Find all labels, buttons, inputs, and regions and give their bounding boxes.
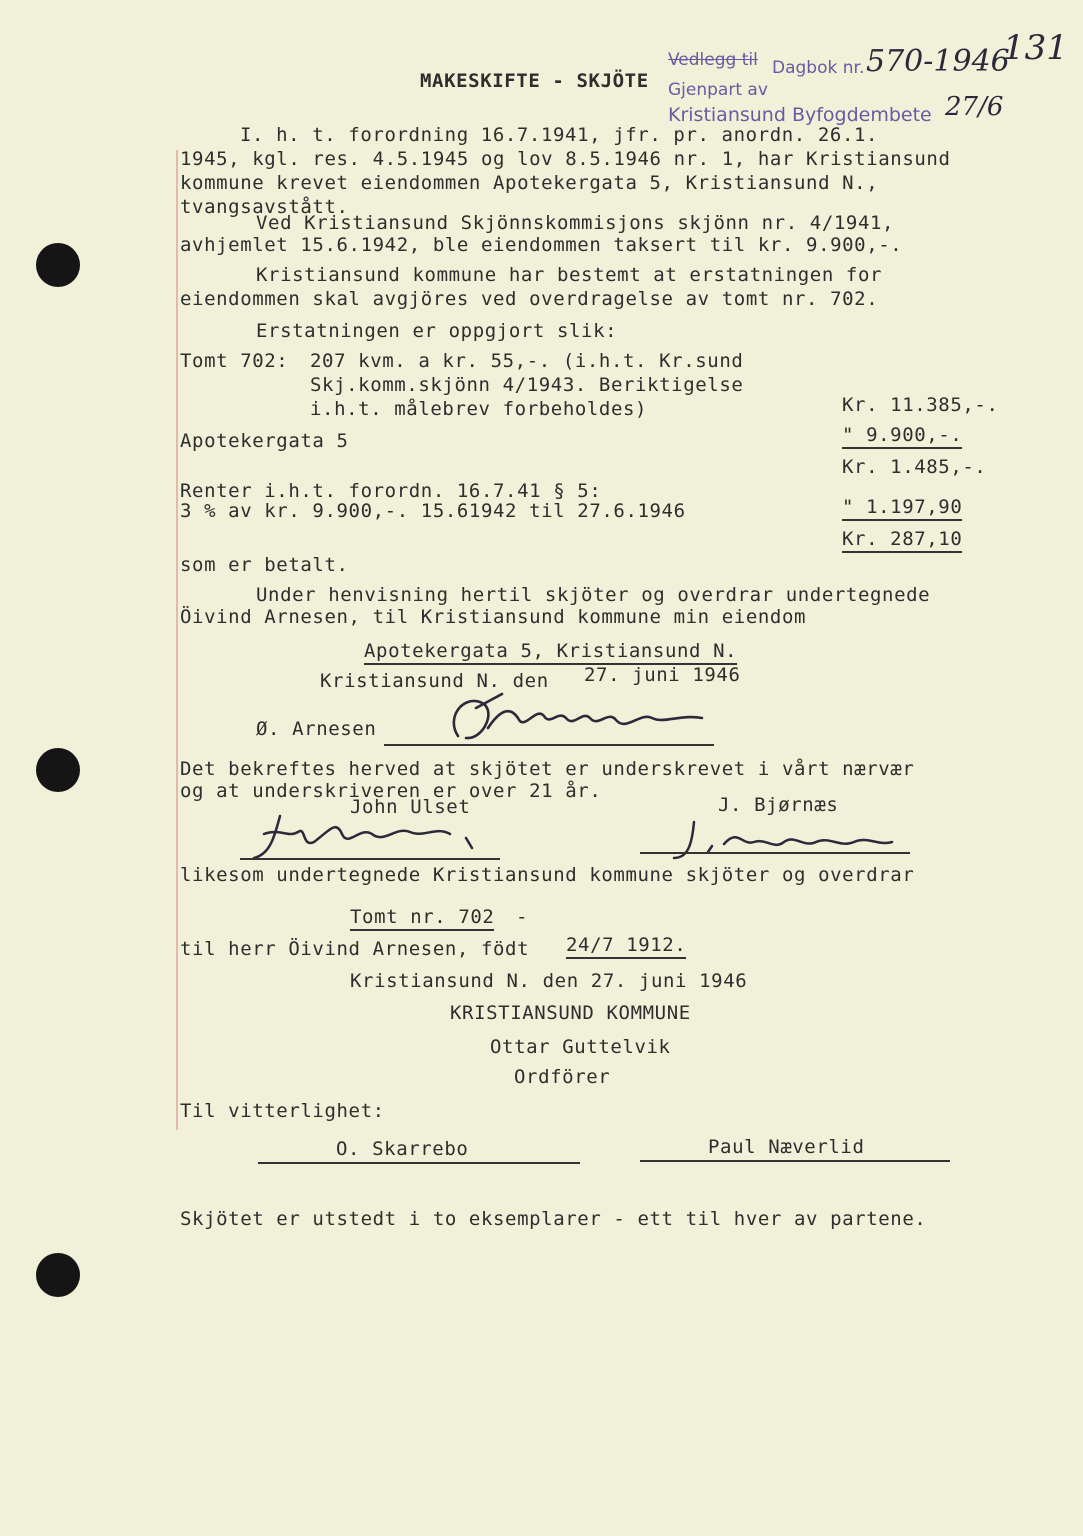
text-line: Skj.komm.skjönn 4/1943. Beriktigelse <box>310 374 744 396</box>
amount-apotek: " 9.900,-. <box>842 424 962 449</box>
signature-bjornaes <box>664 814 924 866</box>
margin-line <box>176 150 178 1130</box>
signer-name: Ø. Arnesen <box>256 718 377 740</box>
document-title: MAKESKIFTE - SKJÖTE <box>420 70 649 92</box>
witness-name-4: Paul Næverlid <box>708 1136 865 1158</box>
text-line: 1945, kgl. res. 4.5.1945 og lov 8.5.1946 nr. 1, har Kristiansund <box>180 148 951 170</box>
amount-total-tomt: Kr. 11.385,-. <box>842 394 999 416</box>
signature-line <box>384 744 714 746</box>
text-line: Ved Kristiansund Skjönnskommisjons skjönn nr. 4/1941, <box>256 212 895 234</box>
text-line: tvangsavstått. <box>180 196 349 218</box>
stamp-gjenpart: Gjenpart av <box>668 80 768 100</box>
amount-net: Kr. 287,10 <box>842 528 962 553</box>
text-line: kommune krevet eiendommen Apotekergata 5, Kristiansund N., <box>180 172 879 194</box>
text-line: Kristiansund kommune har bestemt at erstatningen for <box>256 264 883 286</box>
text-line: 3 % av kr. 9.900,-. 15.61942 til 27.6.1946 <box>180 500 686 522</box>
amount-difference: Kr. 1.485,-. <box>842 456 987 478</box>
text-line: Det bekreftes herved at skjötet er underskrevet i vårt nærvær <box>180 758 915 780</box>
dash: - <box>516 906 529 928</box>
stamp-crossed-text: Vedlegg til <box>668 50 758 70</box>
mayor-name: Ottar Guttelvik <box>490 1036 671 1058</box>
witness-name-3: O. Skarrebo <box>336 1138 469 1160</box>
text-line: som er betalt. <box>180 554 349 576</box>
amount-interest: " 1.197,90 <box>842 496 962 521</box>
signature-line <box>240 858 500 860</box>
witness-name-2: J. Bjørnæs <box>718 794 839 816</box>
text-line: eiendommen skal avgjöres ved overdragelse av tomt nr. 702. <box>180 288 879 310</box>
punch-hole <box>36 243 80 287</box>
text-line: Öivind Arnesen, til Kristiansund kommune min eiendom <box>180 606 807 628</box>
text-line: avhjemlet 15.6.1942, ble eiendommen taksert til kr. 9.900,-. <box>180 234 903 256</box>
text-line: Erstatningen er oppgjort slik: <box>256 320 618 342</box>
property-address: Apotekergata 5, Kristiansund N. <box>364 640 737 665</box>
signature-line <box>640 852 910 854</box>
stamp-dagbok: Dagbok nr. <box>772 58 865 78</box>
mayor-title: Ordförer <box>514 1066 611 1088</box>
text-line: og at underskriveren er over 21 år. <box>180 780 602 802</box>
handwritten-dagbok-number: 570-1946 <box>866 44 1010 79</box>
text-line: i.h.t. målebrev forbeholdes) <box>310 398 648 420</box>
text-line: likesom undertegnede Kristiansund kommune skjöter og overdrar <box>180 864 915 886</box>
punch-hole <box>36 1253 80 1297</box>
signature-line <box>640 1160 950 1162</box>
handwritten-page-number: 131 <box>1003 28 1068 68</box>
handwritten-date: 27/6 <box>945 92 1004 122</box>
text-line: 207 kvm. a kr. 55,-. (i.h.t. Kr.sund <box>310 350 744 372</box>
birth-date: 24/7 1912. <box>566 934 686 959</box>
signature-line <box>258 1162 580 1164</box>
tomt-label: Tomt 702: <box>180 350 289 372</box>
text-line: I. h. t. forordning 16.7.1941, jfr. pr. anordn. 26.1. <box>240 124 879 146</box>
tomt-number: Tomt nr. 702 <box>350 906 494 931</box>
text-line: Renter i.h.t. forordn. 16.7.41 § 5: <box>180 480 602 502</box>
date-text: 27. juni 1946 <box>584 664 741 686</box>
municipality-name: KRISTIANSUND KOMMUNE <box>450 1002 691 1024</box>
place-date: Kristiansund N. den <box>320 670 549 692</box>
stamp-office: Kristiansund Byfogdembete <box>668 104 932 126</box>
witness-heading: Til vitterlighet: <box>180 1100 385 1122</box>
punch-hole <box>36 748 80 792</box>
place-date: Kristiansund N. den 27. juni 1946 <box>350 970 748 992</box>
text-line: Under henvisning hertil skjöter og overdrar undertegnede <box>256 584 931 606</box>
closing-statement: Skjötet er utstedt i to eksemplarer - ett til hver av partene. <box>180 1208 927 1230</box>
text-line: til herr Öivind Arnesen, födt <box>180 938 530 960</box>
text-line: Apotekergata 5 <box>180 430 349 452</box>
witness-name-1: John Ulset <box>350 796 471 818</box>
